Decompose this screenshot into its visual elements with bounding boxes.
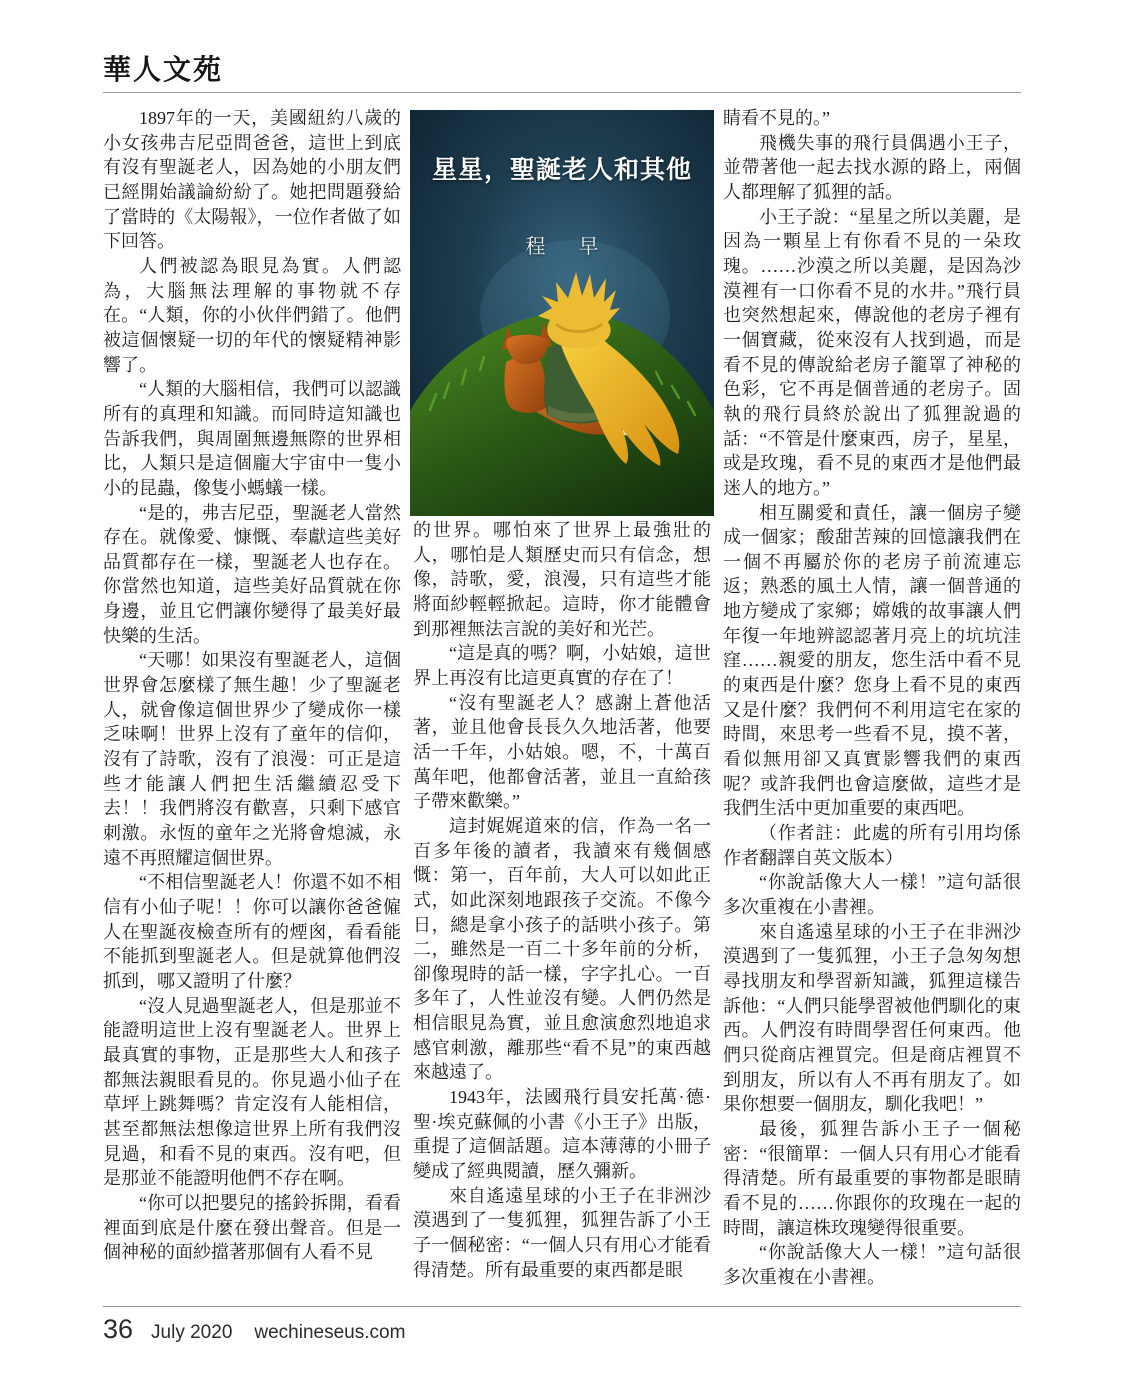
paragraph: 相互關愛和責任，讓一個房子變成一個家；酸甜苦辣的回憶讓我們在一個不再屬於你的老房子前流連忘返；熟悉的風土人情，讓一個普通的地方變成了家鄉；嫦娥的故事讓人們年復一年地辨認認著月亮上的坑坑洼窪……親愛的朋友，您生活中看不見的東西是什麼？您身上看不見的東西又是什麼？我們何不利用這宅在家的時間，來思考一些看不見，摸不著，看似無用卻又真實影響我們的東西呢？或許我們也會這麼做，這些才是我們生活中更加重要的東西吧。 xyxy=(723,502,1021,819)
website: wechineseus.com xyxy=(254,1322,406,1343)
issue-date: July 2020 xyxy=(151,1322,233,1343)
paragraph: “不相信聖誕老人！你還不如不相信有小仙子呢！！你可以讓你爸爸僱人在聖誕夜檢查所有的煙囪，看看能不能抓到聖誕老人。但是就算他們沒抓到，哪又證明了什麼？ xyxy=(103,872,401,991)
footer-divider xyxy=(103,1306,1021,1307)
paragraph: 人們被認為眼見為實。人們認為，大腦無法理解的事物就不存在。“人類，你的小伙伴們錯了。他們被這個懷疑一切的年代的懷疑精神影響了。 xyxy=(103,255,401,375)
article-column-3 xyxy=(723,106,1021,1290)
paragraph: “是的，弗吉尼亞，聖誕老人當然存在。就像愛、慷慨、奉獻這些美好品質都存在一樣，聖誕老人也存在。你當然也知道，這些美好品質就在你身邊，並且它們讓你變得了最美好最快樂的生活。 xyxy=(103,502,401,646)
paragraph: 小王子說：“星星之所以美麗，是因為一顆星上有你看不見的一朵玫瑰。……沙漠之所以美麗，是因為沙漠裡有一口你看不見的水井。”飛行員也突然想起來，傳說他的老房子裡有一個寶藏，從來沒有人找到過，而是看不見的傳說給老房子籠罩了神秘的色彩，它不再是個普通的老房子。固執的飛行員終於說出了狐狸說過的話：“不管是什麼東西，房子，星星，或是玫瑰，看不見的東西才是他們最迷人的地方。” xyxy=(723,206,1021,498)
story-cover-image xyxy=(410,110,714,516)
paragraph: 1943年，法國飛行員安托萬·德·聖·埃克蘇佩的小書《小王子》出版，重提了這個話題。這本薄薄的小冊子變成了經典閱讀，歷久彌新。 xyxy=(413,1087,711,1182)
cover-title: 星星，聖誕老人和其他 xyxy=(431,156,692,184)
paragraph: “天哪！如果沒有聖誕老人，這個世界會怎麼樣了無生趣！少了聖誕老人，就會像這個世界少了變成你一樣乏味啊！世界上沒有了童年的信仰，沒有了詩歌，沒有了浪漫：可正是這些才能讓人們把生活繼續忍受下去！！我們將沒有歡喜，只剩下感官刺激。永恆的童年之光將會熄滅，永遠不再照耀這個世界。 xyxy=(103,650,401,868)
paragraph: 飛機失事的飛行員偶遇小王子，並帶著他一起去找水源的路上，兩個人都理解了狐狸的話。 xyxy=(723,132,1021,202)
cover-author: 程 早 xyxy=(525,236,613,258)
paragraph: 1897年的一天，美國紐約八歲的小女孩弗吉尼亞問爸爸，這世上到底有沒有聖誕老人，因為她的小朋友們已經開始議論紛紛了。她把問題發給了當時的《太陽報》，一位作者做了如下回答。 xyxy=(103,108,401,252)
article-column-2 xyxy=(413,518,711,1290)
paragraph: “沒有聖誕老人？感謝上蒼他活著，並且他會長長久久地活著，他要活一千年，小姑娘。嗯，不，十萬百萬年吧，他都會活著，並且一直給孩子帶來歡樂。” xyxy=(413,692,711,812)
paragraph: 最後，狐狸告訴小王子一個秘密：“很簡單：一個人只有用心才能看得清楚。所有最重要的事物都是眼睛看不見的……你跟你的玫瑰在一起的時間，讓這株玫瑰變得很重要。 xyxy=(723,1118,1021,1238)
paragraph: “你可以把嬰兒的搖鈴拆開，看看裡面到底是什麼在發出聲音。但是一個神秘的面紗擋著那個有人看不見 xyxy=(103,1192,401,1263)
paragraph: 這封娓娓道來的信，作為一名一百多年後的讀者，我讀來有幾個感慨：第一，百年前，大人可以如此正式，如此深刻地跟孩子交流。不像今日，總是拿小孩子的話哄小孩子。第二，雖然是一百二十多年前的分析，卻像現時的話一樣，字字扎心。一百多年了，人性並沒有變。人們仍然是相信眼見為實，並且愈演愈烈地追求感官刺激，離那些“看不見”的東西越來越遠了。 xyxy=(413,815,711,1083)
paragraph: “沒人見過聖誕老人，但是那並不能證明這世上沒有聖誕老人。世界上最真實的事物，正是那些大人和孩子都無法親眼看見的。你見過小仙子在草坪上跳舞嗎？肯定沒有人能相信，甚至都無法想像這世界上所有我們沒見過，和看不見的東西。沒有吧，但是那並不能證明他們不存在啊。 xyxy=(103,995,401,1189)
page-footer xyxy=(103,1314,1021,1345)
paragraph: “人類的大腦相信，我們可以認識所有的真理和知識。而同時這知識也告訴我們，與周圍無邊無際的世界相比，人類只是這個龐大宇宙中一隻小小的昆蟲，像隻小螞蟻一樣。 xyxy=(103,379,401,498)
section-title: 華人文苑 xyxy=(103,54,224,85)
paragraph: 來自遙遠星球的小王子在非洲沙漠遇到了一隻狐狸，小王子急匆匆想尋找朋友和學習新知識，狐狸這樣告訴他：“人們只能學習被他們馴化的東西。人們沒有時間學習任何東西。他們只從商店裡買完。但是商店裡買不到朋友，所以有人不再有朋友了。如果你想要一個朋友，馴化我吧！” xyxy=(723,921,1021,1115)
header-divider xyxy=(103,92,1021,93)
page-number: 36 xyxy=(103,1314,134,1344)
paragraph: 的世界。哪怕來了世界上最強壯的人，哪怕是人類歷史而只有信念，想像，詩歌，愛，浪漫，只有這些才能將面紗輕輕掀起。這時，你才能體會到那裡無法言說的美好和光芒。 xyxy=(413,520,711,639)
paragraph: （作者註：此處的所有引用均係作者翻譯自英文版本） xyxy=(723,823,1021,868)
paragraph: “你說話像大人一樣！”這句話很多次重複在小書裡。 xyxy=(723,1242,1021,1287)
article-column-1 xyxy=(103,106,401,1290)
paragraph: 來自遙遠星球的小王子在非洲沙漠遇到了一隻狐狸，狐狸告訴了小王子一個秘密：“一個人只有用心才能看得清楚。所有最重要的東西都是眼 xyxy=(413,1185,711,1280)
paragraph: “這是真的嗎？啊，小姑娘，這世界上再沒有比這更真實的存在了！ xyxy=(413,643,711,688)
paragraph: 睛看不見的。” xyxy=(723,108,830,128)
paragraph: “你說話像大人一樣！”這句話很多次重複在小書裡。 xyxy=(723,872,1021,917)
